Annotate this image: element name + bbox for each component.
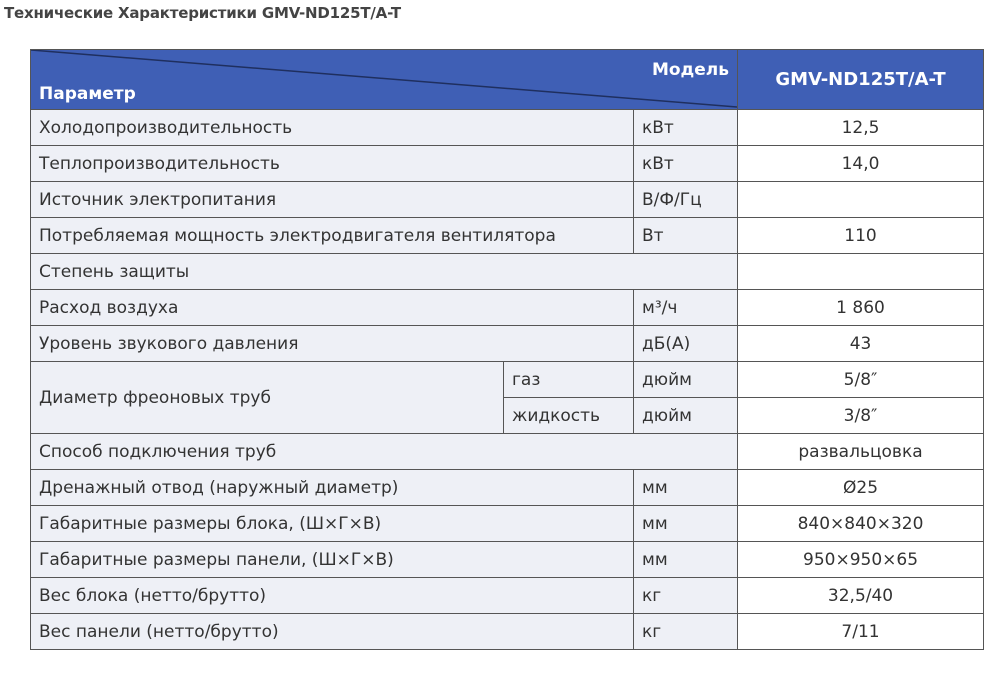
sub-param-cell: газ (504, 362, 634, 398)
value-cell: развальцовка (738, 434, 984, 470)
value-cell: 3/8″ (738, 398, 984, 434)
value-cell: 840×840×320 (738, 506, 984, 542)
table-row (31, 290, 984, 326)
sub-param-cell: жидкость (504, 398, 634, 434)
table-row (31, 362, 984, 398)
unit-cell: кг (634, 614, 738, 650)
value-cell: 950×950×65 (738, 542, 984, 578)
param-cell: Расход воздуха (31, 290, 634, 326)
param-cell: Степень защиты (31, 254, 738, 290)
table-row (31, 146, 984, 182)
table-row (31, 578, 984, 614)
unit-cell: м³/ч (634, 290, 738, 326)
param-cell: Способ подключения труб (31, 434, 738, 470)
header-param-label: Параметр (39, 84, 136, 104)
page-title: Технические Характеристики GMV-ND125T/A-T (4, 4, 401, 22)
table-row (31, 326, 984, 362)
unit-cell: В/Ф/Гц (634, 182, 738, 218)
unit-cell: кВт (634, 110, 738, 146)
unit-cell: мм (634, 542, 738, 578)
table-header-row (31, 50, 984, 110)
unit-cell: кг (634, 578, 738, 614)
unit-cell: мм (634, 470, 738, 506)
param-cell: Холодопроизводительность (31, 110, 634, 146)
unit-cell: дюйм (634, 398, 738, 434)
value-cell (738, 182, 984, 218)
value-cell: 7/11 (738, 614, 984, 650)
diagonal-divider-icon (31, 50, 737, 109)
param-cell: Теплопроизводительность (31, 146, 634, 182)
table-row (31, 182, 984, 218)
unit-cell: мм (634, 506, 738, 542)
param-cell: Вес блока (нетто/брутто) (31, 578, 634, 614)
spec-table (30, 49, 984, 650)
value-cell: Ø25 (738, 470, 984, 506)
header-model-name: GMV-ND125T/A-T (738, 50, 984, 110)
param-cell: Диаметр фреоновых труб (31, 362, 504, 434)
value-cell: 43 (738, 326, 984, 362)
param-cell: Габаритные размеры блока, (Ш×Г×В) (31, 506, 634, 542)
unit-cell: дюйм (634, 362, 738, 398)
table-row (31, 218, 984, 254)
table-row (31, 110, 984, 146)
header-param-model-cell (31, 50, 738, 110)
value-cell: 1 860 (738, 290, 984, 326)
unit-cell: кВт (634, 146, 738, 182)
table-row (31, 506, 984, 542)
unit-cell: Вт (634, 218, 738, 254)
param-cell: Источник электропитания (31, 182, 634, 218)
param-cell: Габаритные размеры панели, (Ш×Г×В) (31, 542, 634, 578)
value-cell: 110 (738, 218, 984, 254)
param-cell: Вес панели (нетто/брутто) (31, 614, 634, 650)
table-row (31, 434, 984, 470)
param-cell: Потребляемая мощность электродвигателя вентилятора (31, 218, 634, 254)
table-row (31, 254, 984, 290)
table-row (31, 542, 984, 578)
value-cell: 32,5/40 (738, 578, 984, 614)
param-cell: Уровень звукового давления (31, 326, 634, 362)
unit-cell: дБ(А) (634, 326, 738, 362)
value-cell: 12,5 (738, 110, 984, 146)
table-row (31, 470, 984, 506)
value-cell (738, 254, 984, 290)
value-cell: 5/8″ (738, 362, 984, 398)
param-cell: Дренажный отвод (наружный диаметр) (31, 470, 634, 506)
value-cell: 14,0 (738, 146, 984, 182)
table-row (31, 614, 984, 650)
header-model-label: Модель (651, 60, 730, 80)
